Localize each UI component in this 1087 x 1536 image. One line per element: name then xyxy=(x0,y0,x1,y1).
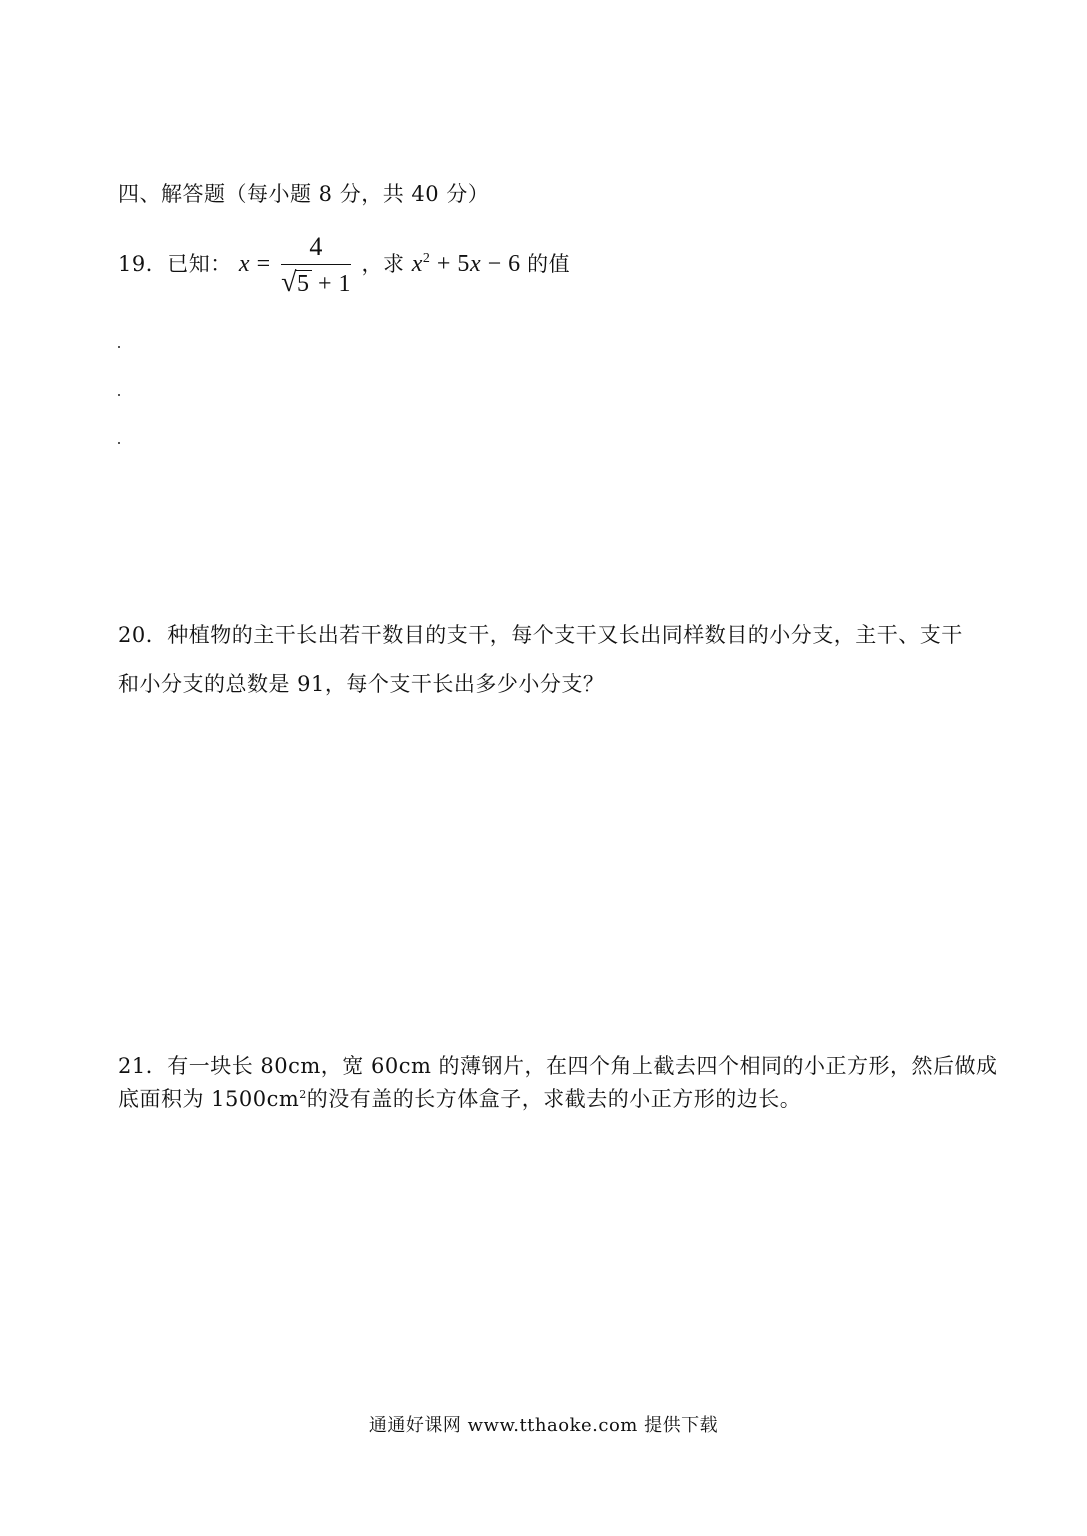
sqrt-icon: √ xyxy=(281,267,297,298)
q19-suffix: 的值 xyxy=(527,252,571,277)
q21-superscript: 2 xyxy=(299,1088,307,1101)
q19-expression xyxy=(412,251,527,277)
q19-sqrt-arg: 5 xyxy=(297,271,310,297)
question-19 xyxy=(118,232,570,299)
footer-credit: 通通好课网 www.tthaoke.com 提供下载 xyxy=(368,1415,719,1436)
question-21-line-1: 21．有一块长 80cm，宽 60cm 的薄钢片，在四个角上截去四个相同的小正方形，然后做成 xyxy=(118,1054,998,1078)
q21-line2-b: 的没有盖的长方体盒子，求截去的小正方形的边长。 xyxy=(306,1087,802,1111)
q19-middle: ，求 xyxy=(361,252,412,277)
q19-expr-x: x xyxy=(411,251,423,278)
q19-equals: = xyxy=(250,251,278,278)
question-20-line-2: 和小分支的总数是 91，每个支干长出多少小分支？ xyxy=(118,672,605,696)
q19-den-rest: + 1 xyxy=(311,271,352,297)
q19-fraction xyxy=(281,232,351,299)
q19-expr-tail: − 6 xyxy=(481,251,521,278)
q19-expr-rest: + 5 xyxy=(430,251,470,278)
q19-var-x: x xyxy=(238,251,251,278)
q19-formula xyxy=(238,232,362,298)
question-20-line-1: 20．种植物的主干长出若干数目的支干，每个支干又长出同样数目的小分支，主干、支干 xyxy=(118,623,963,647)
margin-dot xyxy=(118,442,120,444)
q21-line2-a: 底面积为 1500cm xyxy=(118,1087,300,1111)
question-21-line-2 xyxy=(118,1083,801,1113)
section-header: 四、解答题（每小题 8 分，共 40 分） xyxy=(118,182,490,206)
q19-prefix: 19．已知： xyxy=(118,252,232,277)
q19-expr-x2: x xyxy=(469,251,482,278)
q19-expr-exponent: 2 xyxy=(422,251,431,267)
margin-dot xyxy=(118,346,120,348)
q19-denominator xyxy=(281,265,351,299)
q19-numerator: 4 xyxy=(281,232,351,265)
margin-dot xyxy=(118,394,120,396)
